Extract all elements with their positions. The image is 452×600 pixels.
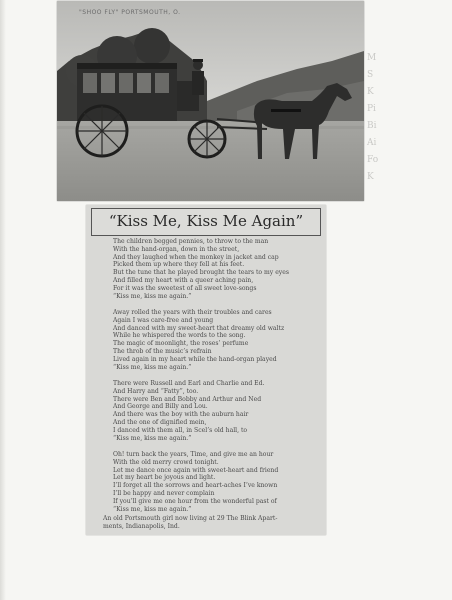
poem-line: And Harry and “Fatty”, too. [113,387,199,395]
poem-line: And George and Billy and Lou. [113,403,208,411]
poem-line: “Kiss me, kiss me again.” [113,292,192,300]
signoff-line: An old Portsmouth girl now living at 29 The Blink Apart- [103,515,278,522]
clipping-title-box [91,208,321,236]
poem-stanza-1 [113,238,289,300]
poem-line: There were Russell and Earl and Charlie and Ed. [113,380,265,387]
poem-line: Picked them up where they fell at his feet. [113,261,245,269]
poem-line: The throb of the music’s refrain [113,347,212,355]
poem-line: Oh! turn back the years, Time, and give me an hour [113,451,274,458]
poem-line: “Kiss me, kiss me again.” [113,505,192,513]
poem-line: With the hand-organ, down in the street, [113,245,240,253]
poem-line: “Kiss me, kiss me again.” [113,363,192,371]
poem-line: And the one of dignified mein, [113,418,207,426]
newspaper-clipping [86,205,326,535]
author-signoff [103,515,277,531]
poem-line: Let me dance once again with sweet-heart and friend [113,466,279,474]
poem-line: If you’ll give me one hour from the wonderful past of [113,497,277,505]
poem-line: Away rolled the years with their troubles and cares [113,309,272,316]
poem-line: Lived again in my heart while the hand-organ played [113,355,277,363]
poem-line: And filled my heart with a queer aching pain, [113,276,254,284]
photo-caption: "SHOO FLY" PORTSMOUTH, O. [79,9,181,16]
poem-line: Let my heart be joyous and light. [113,474,216,482]
poem-stanza-3 [113,380,264,442]
poem-line: I danced with them all, in Scel’s old hall, to [113,426,248,434]
poem-stanza-4 [113,451,278,513]
poem-line: And danced with my sweet-heart that dreamy old waltz [113,324,285,332]
poem-stanza-2 [113,309,284,371]
poem-line: And there was the boy with the auburn hair [113,411,249,419]
page-edge-shadow [0,0,6,600]
poem-line: The magic of moonlight, the roses’ perfume [113,340,249,348]
poem-line: Again I was care-free and young [113,316,214,324]
poem-line: There were Ben and Bobby and Arthur and Ned [113,395,262,403]
photo-illustration [57,1,364,201]
poem-line: And they laughed when the monkey in jacket and cap [113,253,279,261]
poem-title: “Kiss Me, Kiss Me Again” [108,212,304,230]
signoff-line: ments, Indianapolis, Ind. [103,522,180,530]
bleed-through-text: M S K Pi Bi Ai Fo K [367,53,379,182]
poem-line: With the old merry crowd tonight. [113,458,219,466]
poem-line: While he whispered the words to the song. [113,332,246,340]
poem-line: I’ll be happy and never complain [113,489,215,497]
horse-wagon-photo [57,1,364,201]
poem-line: The children begged pennies, to throw to the man [113,238,269,245]
poem-line: But the tune that he played brought the tears to my eyes [113,269,289,277]
poem-line: “Kiss me, kiss me again.” [113,434,192,442]
poem-line: I’ll forget all the sorrows and heart-aches I’ve known [113,482,278,490]
poem-line: For it was the sweetest of all sweet love-songs [113,284,257,292]
